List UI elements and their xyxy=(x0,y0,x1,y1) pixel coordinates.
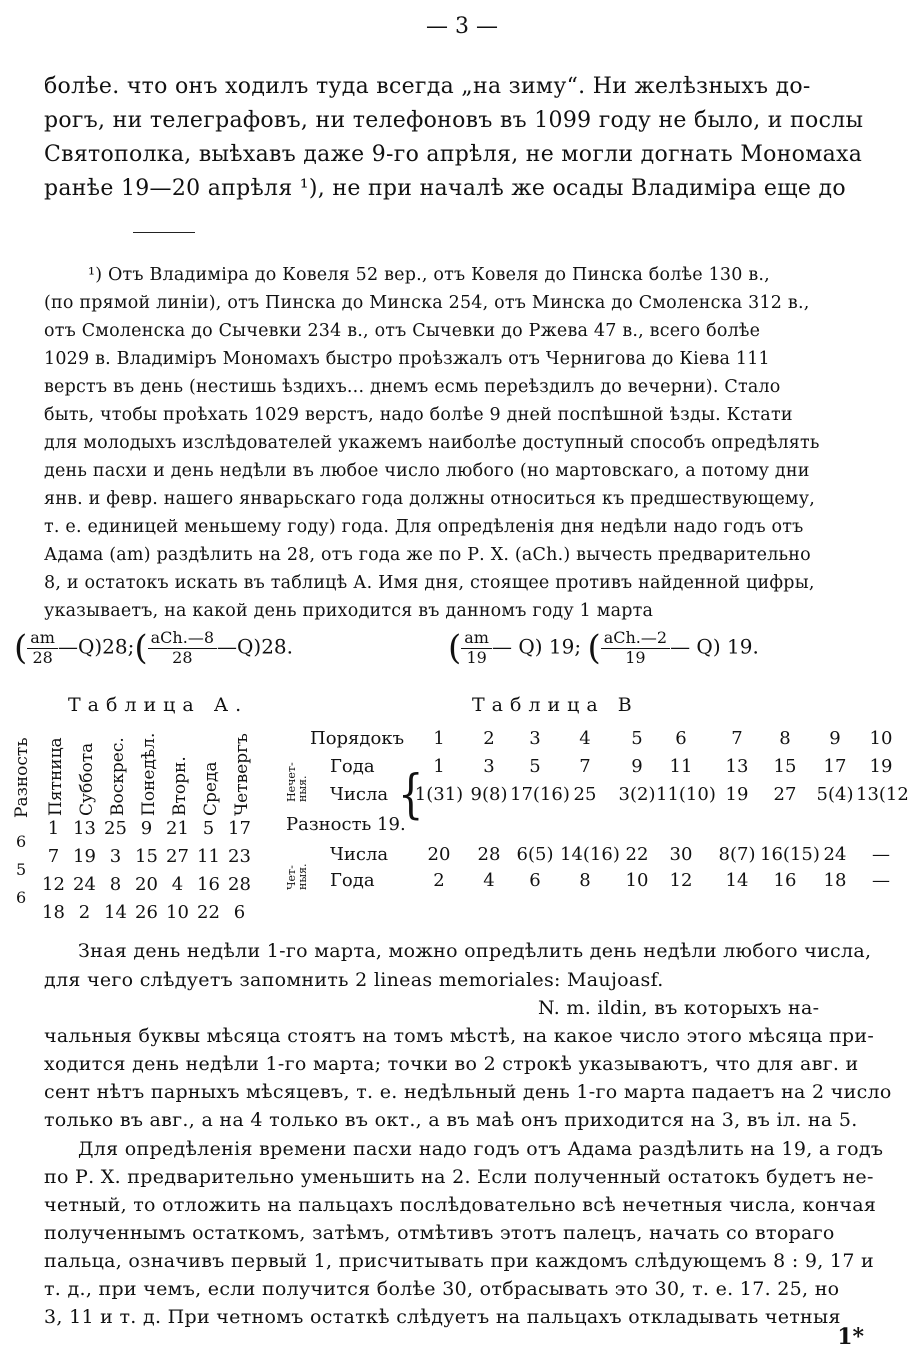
table-b-cell: 30 xyxy=(669,844,693,865)
table-b-cell: 19 xyxy=(725,784,749,805)
table-b-cell: 9 xyxy=(631,756,643,777)
table-b-cell: 1 xyxy=(433,756,445,777)
table-b-cell: 16 xyxy=(773,870,797,891)
table-a-row: 1 13 25 9 21 5 17 xyxy=(47,818,251,839)
table-b-diff-label: Разность 19. xyxy=(286,814,406,835)
table-b-odd-label: Нечет- ныя. xyxy=(285,762,309,802)
table-b-cell: 14 xyxy=(725,870,749,891)
lower-text-line: только въ авг., а на 4 только въ окт., а въ маѣ онъ приходится на 3, въ іл. на 5. xyxy=(44,1109,858,1131)
table-b-cell: 27 xyxy=(773,784,797,805)
table-b-cell: 13 xyxy=(725,756,749,777)
table-b-cell: 28 xyxy=(477,844,501,865)
table-b-brace: { xyxy=(398,765,424,825)
lower-text-line: для чего слѣдуетъ запомнить 2 lineas memoriales: Maujoasf. xyxy=(44,969,664,991)
table-b-cell: 12 xyxy=(669,870,693,891)
footnote-line: 1029 в. Владиміръ Мономахъ быстро проѣзжалъ отъ Чернигова до Кіева 111 xyxy=(44,349,770,369)
table-b-cell: 16(15) xyxy=(760,844,820,865)
table-b-cell: 6 xyxy=(529,870,541,891)
table-b-cell: 4 xyxy=(579,728,591,749)
table-b-cell: 6(5) xyxy=(516,844,554,865)
table-b-cell: 14(16) xyxy=(560,844,620,865)
footnote-line: быть, чтобы проѣхать 1029 верстъ, надо болѣе 9 дней поспѣшной ѣзды. Кстати xyxy=(44,405,793,425)
table-a-header: Вторн. xyxy=(170,756,190,816)
footnote-line: отъ Смоленска до Сычевки 234 в., отъ Сычевки до Ржева 47 в., всего болѣе xyxy=(44,321,761,341)
table-b-cell: 17 xyxy=(823,756,847,777)
footnote-line: верстъ въ день (нестишь ѣздихъ... днемъ есмь переѣздилъ до вечерни). Стало xyxy=(44,377,781,397)
table-b-cell: 17(16) xyxy=(510,784,570,805)
table-b-cell: 13(12 xyxy=(856,784,909,805)
table-b-even-label: Чет- ныя. xyxy=(285,863,309,890)
page-number: — 3 — xyxy=(426,14,498,39)
table-b-cell: 6 xyxy=(675,728,687,749)
lower-text-line: Для опредѣленія времени пасхи надо годъ отъ Адама раздѣлить на 19, а годъ xyxy=(78,1138,884,1160)
table-b-cell: 19 xyxy=(869,756,893,777)
table-b-cell: 25 xyxy=(573,784,597,805)
footnote-line: для молодыхъ изслѣдователей укажемъ наиболѣе доступный способъ опредѣлять xyxy=(44,433,820,453)
table-b-cell: 7 xyxy=(731,728,743,749)
table-b-title: Таблица В xyxy=(472,694,639,716)
table-a-diff-header: Разность xyxy=(12,737,32,818)
table-b-cell: 1(31) xyxy=(414,784,464,805)
table-b-year-label: Года xyxy=(330,870,375,891)
table-b-cell: 24 xyxy=(823,844,847,865)
table-a-row: 7 19 3 15 27 11 23 xyxy=(47,846,251,867)
table-b-year-label: Года xyxy=(330,756,375,777)
footnote-line: 8, и остатокъ искать въ таблицѣ А. Имя дня, стоящее противъ найденной цифры, xyxy=(44,573,815,593)
footnote-line: (по прямой линіи), отъ Пинска до Минска 254, отъ Минска до Смоленска 312 в., xyxy=(44,293,810,313)
table-b-cell: 10 xyxy=(869,728,893,749)
table-a-header: Пятница xyxy=(46,737,66,816)
table-a-header: Суббота xyxy=(77,742,97,816)
lower-text-line: 3, 11 и т. д. При четномъ остаткѣ слѣдуетъ на пальцахъ откладывать четныя xyxy=(44,1306,841,1328)
footnote-line: янв. и февр. нашего январьскаго года должны относиться къ предшествующему, xyxy=(44,489,815,509)
table-b-cell: — xyxy=(872,844,890,865)
lower-text-line: чальныя буквы мѣсяца стоятъ на томъ мѣстѣ, на какое число этого мѣсяца при- xyxy=(44,1025,875,1047)
footnote-line: указываетъ, на какой день приходится въ данномъ году 1 марта xyxy=(44,601,654,621)
table-b-cell: 11(10) xyxy=(656,784,716,805)
table-a-diff: 5 xyxy=(16,860,27,879)
table-b-cell: 15 xyxy=(773,756,797,777)
table-b-cell: 1 xyxy=(433,728,445,749)
footnote-line: т. е. единицей меньшему году) года. Для опредѣленія дня недѣли надо годъ отъ xyxy=(44,517,804,537)
table-b-cell: 5 xyxy=(631,728,643,749)
formula-left: ( $\frac{am}{28}$ —Q)28;( $\frac{\text{aCh.—8}}{28}$ —Q)28. xyxy=(14,628,294,668)
table-b-order-label: Порядокъ xyxy=(310,728,405,749)
footnote-line: день пасхи и день недѣли въ любое число любого (но мартовскаго, а потому дни xyxy=(44,461,810,481)
signature-mark: 1* xyxy=(837,1324,864,1350)
table-b-cell: 2 xyxy=(433,870,445,891)
lower-text-line: сент нѣтъ парныхъ мѣсяцевъ, т. е. недѣльный день 1-го марта падаетъ на 2 число xyxy=(44,1081,892,1103)
lower-text-line: пальца, означивъ первый 1, присчитывать при каждомъ слѣдующемъ 8 : 9, 17 и xyxy=(44,1250,875,1272)
table-b-cell: 3 xyxy=(483,756,495,777)
table-b-cell: 2 xyxy=(483,728,495,749)
main-text-line: ранѣе 19—20 апрѣля ¹), не при началѣ же осады Владиміра еще до xyxy=(44,176,846,201)
table-a-title: Таблица А. xyxy=(68,694,249,716)
table-b-cell: 8 xyxy=(779,728,791,749)
lower-text-line: по Р. Х. предварительно уменьшить на 2. Если полученный остатокъ будетъ не- xyxy=(44,1166,874,1188)
table-b-cell: 4 xyxy=(483,870,495,891)
footnote-line: ¹) Отъ Владиміра до Ковеля 52 вер., отъ Ковеля до Пинска болѣе 130 в., xyxy=(88,265,770,285)
lower-text-line: четный, то отложить на пальцахъ послѣдовательно всѣ нечетныя числа, кончая xyxy=(44,1194,877,1216)
table-b-cell: 11 xyxy=(669,756,693,777)
lower-text-line: ходится день недѣли 1-го марта; точки во 2 строкѣ указываютъ, что для авг. и xyxy=(44,1053,859,1075)
table-a-header: Понедѣл. xyxy=(139,732,159,816)
table-b-cell: 3(2) xyxy=(618,784,656,805)
table-b-cell: 18 xyxy=(823,870,847,891)
lower-text-line: N. m. ildin, въ которыхъ на- xyxy=(538,997,820,1019)
table-a-row: 18 2 14 26 10 22 6 xyxy=(42,902,246,923)
formula-right: ( $\frac{am}{19}$ — Q) 19; ( $\frac{\text{aCh.—2}}{19}$ — Q) 19. xyxy=(448,628,759,668)
table-b-cell: 22 xyxy=(625,844,649,865)
table-a-header: Воскрес. xyxy=(108,737,128,816)
main-text-line: Святополка, выѣхавъ даже 9-го апрѣля, не могли догнать Мономаха xyxy=(44,142,863,167)
footnote-line: Адама (am) раздѣлить на 28, отъ года же по Р. Х. (aCh.) вычесть предварительно xyxy=(44,545,811,565)
table-b-cell: 5 xyxy=(529,756,541,777)
table-b-numbers-label: Числа xyxy=(330,844,389,865)
main-text-line: болѣе. что онъ ходилъ туда всегда „на зиму“. Ни желѣзныхъ до- xyxy=(44,74,811,99)
main-text-line: рогъ, ни телеграфовъ, ни телефоновъ въ 1099 году не было, и послы xyxy=(44,108,864,133)
lower-text-line: полученнымъ остаткомъ, затѣмъ, отмѣтивъ этотъ палецъ, начать со втораго xyxy=(44,1222,835,1244)
table-a-header: Среда xyxy=(201,761,221,816)
lower-text-line: Зная день недѣли 1-го марта, можно опредѣлить день недѣли любого числа, xyxy=(78,940,872,962)
footnote-separator xyxy=(133,232,195,233)
table-b-cell: 10 xyxy=(625,870,649,891)
table-b-cell: 5(4) xyxy=(816,784,854,805)
table-b-cell: 3 xyxy=(529,728,541,749)
table-b-numbers-label: Числа xyxy=(330,784,389,805)
table-a-diff: 6 xyxy=(16,888,27,907)
table-b-cell: 20 xyxy=(427,844,451,865)
table-a-row: 12 24 8 20 4 16 28 xyxy=(42,874,251,895)
table-b-cell: 9 xyxy=(829,728,841,749)
table-b-cell: 7 xyxy=(579,756,591,777)
table-a-diff: 6 xyxy=(16,832,27,851)
table-b-cell: — xyxy=(872,870,890,891)
lower-text-line: т. д., при чемъ, если получится болѣе 30, отбрасывать это 30, т. е. 17. 25, но xyxy=(44,1278,840,1300)
table-b-cell: 9(8) xyxy=(470,784,508,805)
table-b-cell: 8(7) xyxy=(718,844,756,865)
table-a-header: Четвергъ xyxy=(232,733,252,816)
table-b-cell: 8 xyxy=(579,870,591,891)
